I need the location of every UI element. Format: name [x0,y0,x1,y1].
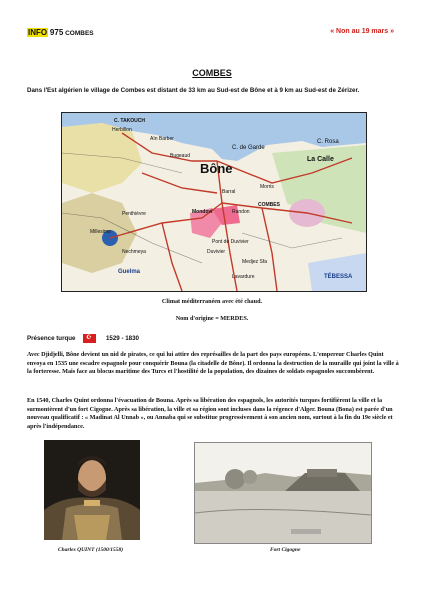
info-number: 975 [49,28,64,37]
map-label-duvivier: Duvivier [207,249,226,255]
map-label-rosa: C. Rosa [317,139,339,145]
map-label-millesimo: Millesimo [90,229,111,235]
map-label-tebessa: TÉBESSA [324,274,353,280]
map-label-herbillon: Herbillon [112,127,132,133]
map-label-takouch: C. TAKOUCH [114,118,146,124]
info-label: INFO [28,28,48,37]
map-label-lavardure: Lavardure [232,274,255,280]
section-label: Présence turque [27,335,76,343]
map-label-nechmeya: Nechmeya [122,249,146,255]
climate-line: Climat méditerranéen avec été chaud. [161,298,263,305]
info-tag: COMBES [65,30,94,37]
fort-cigogne-photo [194,442,372,544]
header-slogan: « Non au 19 mars » [330,28,394,35]
map-label-randon: Randon [232,209,250,215]
turkish-flag-icon [83,334,96,343]
page-title: COMBES [192,68,232,78]
map-label-bone: Bône [200,161,233,176]
map-label-guelma: Guelma [118,269,141,275]
map-label-barral: Barral [222,189,236,195]
origin-line: Nom d'origine = MERDES. [175,315,249,322]
intro-paragraph: Dans l'Est algérien le village de Combes est distant de 33 km au Sud-est de Bône et à 9 km au Sud-est de Zérizer. [27,87,360,94]
map-label-cap-garde: C. de Garde [232,145,265,151]
map-label-penthievre: Penthièvre [122,211,146,217]
map-label-pont-duvivier: Pont de Duvivier [212,239,249,245]
section-years: 1529 - 1830 [105,335,139,343]
map-label-morris: Morris [260,184,274,190]
charles-quint-portrait [44,440,140,540]
region-map [61,112,367,292]
map-label-bugeaud: Bugeaud [170,153,191,159]
paragraph-1: Avec Djidjelli, Bône devient un nid de pirates, ce qui lui attire des représailles de la part des pays européens. L'empereur Charles Quint envoya en 1535 une escadre espagnole pour conquérir Bouna (la citadelle de Bône). Il ordonna la destruction de la muraille qui joint la ville à la forteresse. Mais face au blocus maritime des Turcs et l'hostilité de la population, des dizaines de soldats espagnoles succombèrent. [27,351,399,376]
header-info [27,28,94,37]
map-label-la-calle: La Calle [307,156,334,163]
map-drawing [62,113,366,291]
caption-charles-quint: Charles QUINT (1500/1558) [58,547,124,553]
map-label-ain-barber: Aïn Barber [150,136,174,142]
section-heading [27,334,139,343]
map-label-medjez: Medjez Sfa [242,259,268,265]
paragraph-2: En 1540, Charles Quint ordonna l'évacuation de Bouna. Après sa libération des espagnols, les autorités turques fortifièrent la ville et la surmontèrent d'un fort Cigogne. Après sa libération, la ville et sa région sont incluses dans la régence d'Alger. Bouna (Bona) est parée d'un nouveau qualificatif : « Madinat Al Unnab », ou Annaba qui se substitue progressivement à son ancien nom, surtout à la fin du 19e siècle et après l'indépendance. [27,397,393,431]
caption-fort-cigogne: Fort Cigogne [270,547,301,553]
map-label-mondovi: Mondovi [192,209,213,215]
map-label-combes: COMBES [258,202,280,208]
